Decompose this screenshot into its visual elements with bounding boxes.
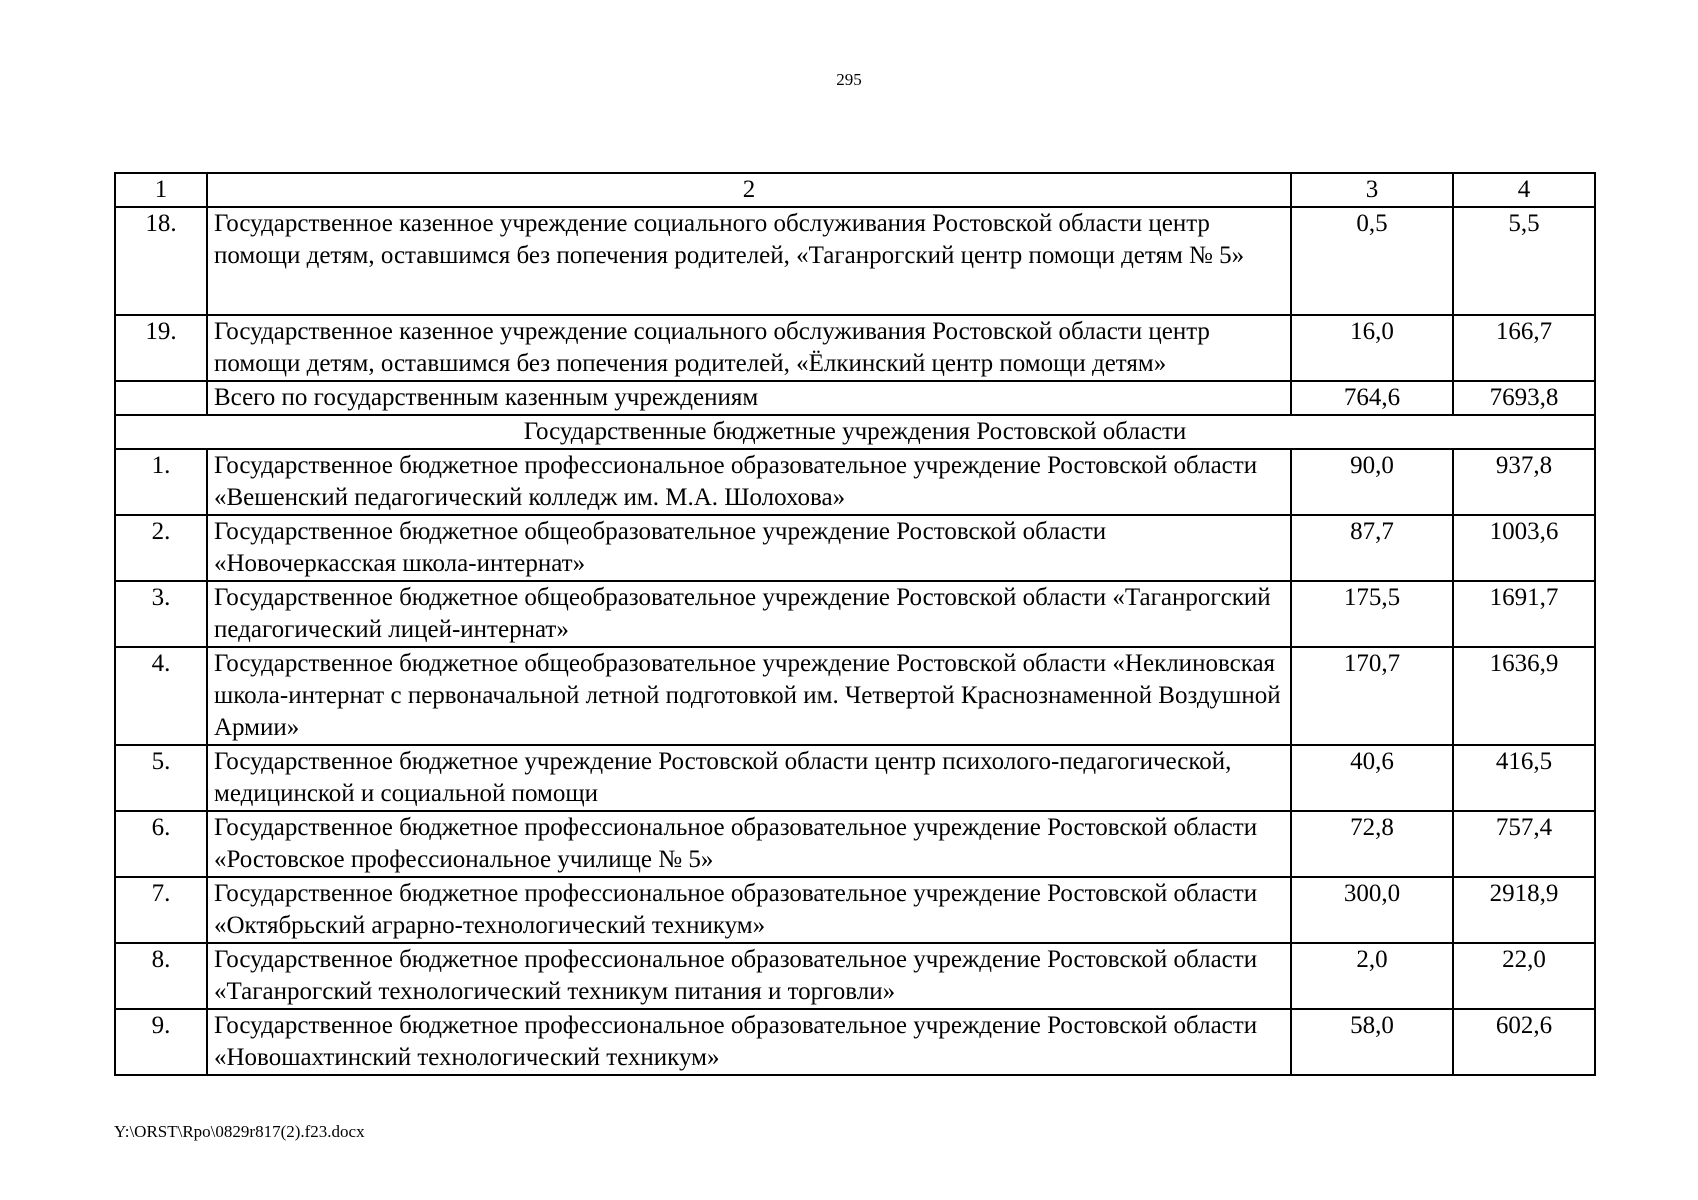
value-col3: 300,0	[1291, 877, 1453, 943]
column-header-1: 1	[115, 173, 207, 207]
value-col4: 1636,9	[1453, 647, 1595, 745]
value-col3: 58,0	[1291, 1009, 1453, 1075]
value-col3: 40,6	[1291, 745, 1453, 811]
value-col4: 602,6	[1453, 1009, 1595, 1075]
value-col3: 2,0	[1291, 943, 1453, 1009]
table-row	[115, 647, 1595, 745]
row-number: 6.	[115, 811, 207, 877]
row-number: 5.	[115, 745, 207, 811]
value-col3: 87,7	[1291, 515, 1453, 581]
table-row	[115, 581, 1595, 647]
value-col4: 416,5	[1453, 745, 1595, 811]
table-row	[115, 315, 1595, 381]
table-row	[115, 515, 1595, 581]
institution-name: Государственное бюджетное профессиональное образовательное учреждение Ростовской области «Новошахтинский технологический техникум»	[207, 1009, 1291, 1075]
section-title: Государственные бюджетные учреждения Ростовской области	[115, 415, 1595, 449]
institution-name: Государственное бюджетное общеобразовательное учреждение Ростовской области «Новочеркасская школа-интернат»	[207, 515, 1291, 581]
total-empty-cell	[115, 381, 207, 415]
total-col3: 764,6	[1291, 381, 1453, 415]
table-row	[115, 207, 1595, 315]
row-number: 4.	[115, 647, 207, 745]
column-header-2: 2	[207, 173, 1291, 207]
column-header-4: 4	[1453, 173, 1595, 207]
institution-name: Государственное бюджетное учреждение Ростовской области центр психолого-педагогической, медицинской и социальной помощи	[207, 745, 1291, 811]
table-row	[115, 877, 1595, 943]
value-col4: 757,4	[1453, 811, 1595, 877]
institution-name: Государственное бюджетное профессиональное образовательное учреждение Ростовской области «Вешенский педагогический колледж им. М.А. Шолохова»	[207, 449, 1291, 515]
table-row	[115, 811, 1595, 877]
table-row	[115, 449, 1595, 515]
value-col4: 937,8	[1453, 449, 1595, 515]
table-row	[115, 745, 1595, 811]
value-col4: 22,0	[1453, 943, 1595, 1009]
institution-name: Государственное бюджетное общеобразовательное учреждение Ростовской области «Таганрогский педагогический лицей-интернат»	[207, 581, 1291, 647]
row-number: 18.	[115, 207, 207, 315]
row-number: 7.	[115, 877, 207, 943]
value-col3: 0,5	[1291, 207, 1453, 315]
table-row	[115, 1009, 1595, 1075]
institution-name: Государственное казенное учреждение социального обслуживания Ростовской области центр помощи детям, оставшимся без попечения родителей, «Ёлкинский центр помощи детям»	[207, 315, 1291, 381]
institution-name: Государственное бюджетное общеобразовательное учреждение Ростовской области «Неклиновская школа-интернат с первоначальной летной подготовкой им. Четвертой Краснознаменной Воздушной Армии»	[207, 647, 1291, 745]
value-col3: 170,7	[1291, 647, 1453, 745]
total-col4: 7693,8	[1453, 381, 1595, 415]
value-col3: 16,0	[1291, 315, 1453, 381]
table-header-row	[115, 173, 1595, 207]
total-row	[115, 381, 1595, 415]
value-col4: 5,5	[1453, 207, 1595, 315]
row-number: 3.	[115, 581, 207, 647]
value-col3: 90,0	[1291, 449, 1453, 515]
budget-table	[114, 172, 1596, 1076]
institution-name: Государственное бюджетное профессиональное образовательное учреждение Ростовской области «Ростовское профессиональное училище № 5»	[207, 811, 1291, 877]
page-number: 295	[836, 70, 862, 89]
institution-name: Государственное казенное учреждение социального обслуживания Ростовской области центр помощи детям, оставшимся без попечения родителей, «Таганрогский центр помощи детям № 5»	[207, 207, 1291, 315]
column-header-3: 3	[1291, 173, 1453, 207]
row-number: 19.	[115, 315, 207, 381]
row-number: 9.	[115, 1009, 207, 1075]
section-row	[115, 415, 1595, 449]
institution-name: Государственное бюджетное профессиональное образовательное учреждение Ростовской области «Октябрьский аграрно-технологический техникум»	[207, 877, 1291, 943]
value-col4: 166,7	[1453, 315, 1595, 381]
value-col4: 1003,6	[1453, 515, 1595, 581]
value-col4: 1691,7	[1453, 581, 1595, 647]
value-col4: 2918,9	[1453, 877, 1595, 943]
table-row	[115, 943, 1595, 1009]
institution-name: Государственное бюджетное профессиональное образовательное учреждение Ростовской области «Таганрогский технологический техникум питания и торговли»	[207, 943, 1291, 1009]
value-col3: 175,5	[1291, 581, 1453, 647]
total-label: Всего по государственным казенным учреждениям	[207, 381, 1291, 415]
row-number: 2.	[115, 515, 207, 581]
row-number: 8.	[115, 943, 207, 1009]
value-col3: 72,8	[1291, 811, 1453, 877]
footer-file-path: Y:\ORST\Rpo\0829r817(2).f23.docx	[114, 1122, 365, 1141]
row-number: 1.	[115, 449, 207, 515]
